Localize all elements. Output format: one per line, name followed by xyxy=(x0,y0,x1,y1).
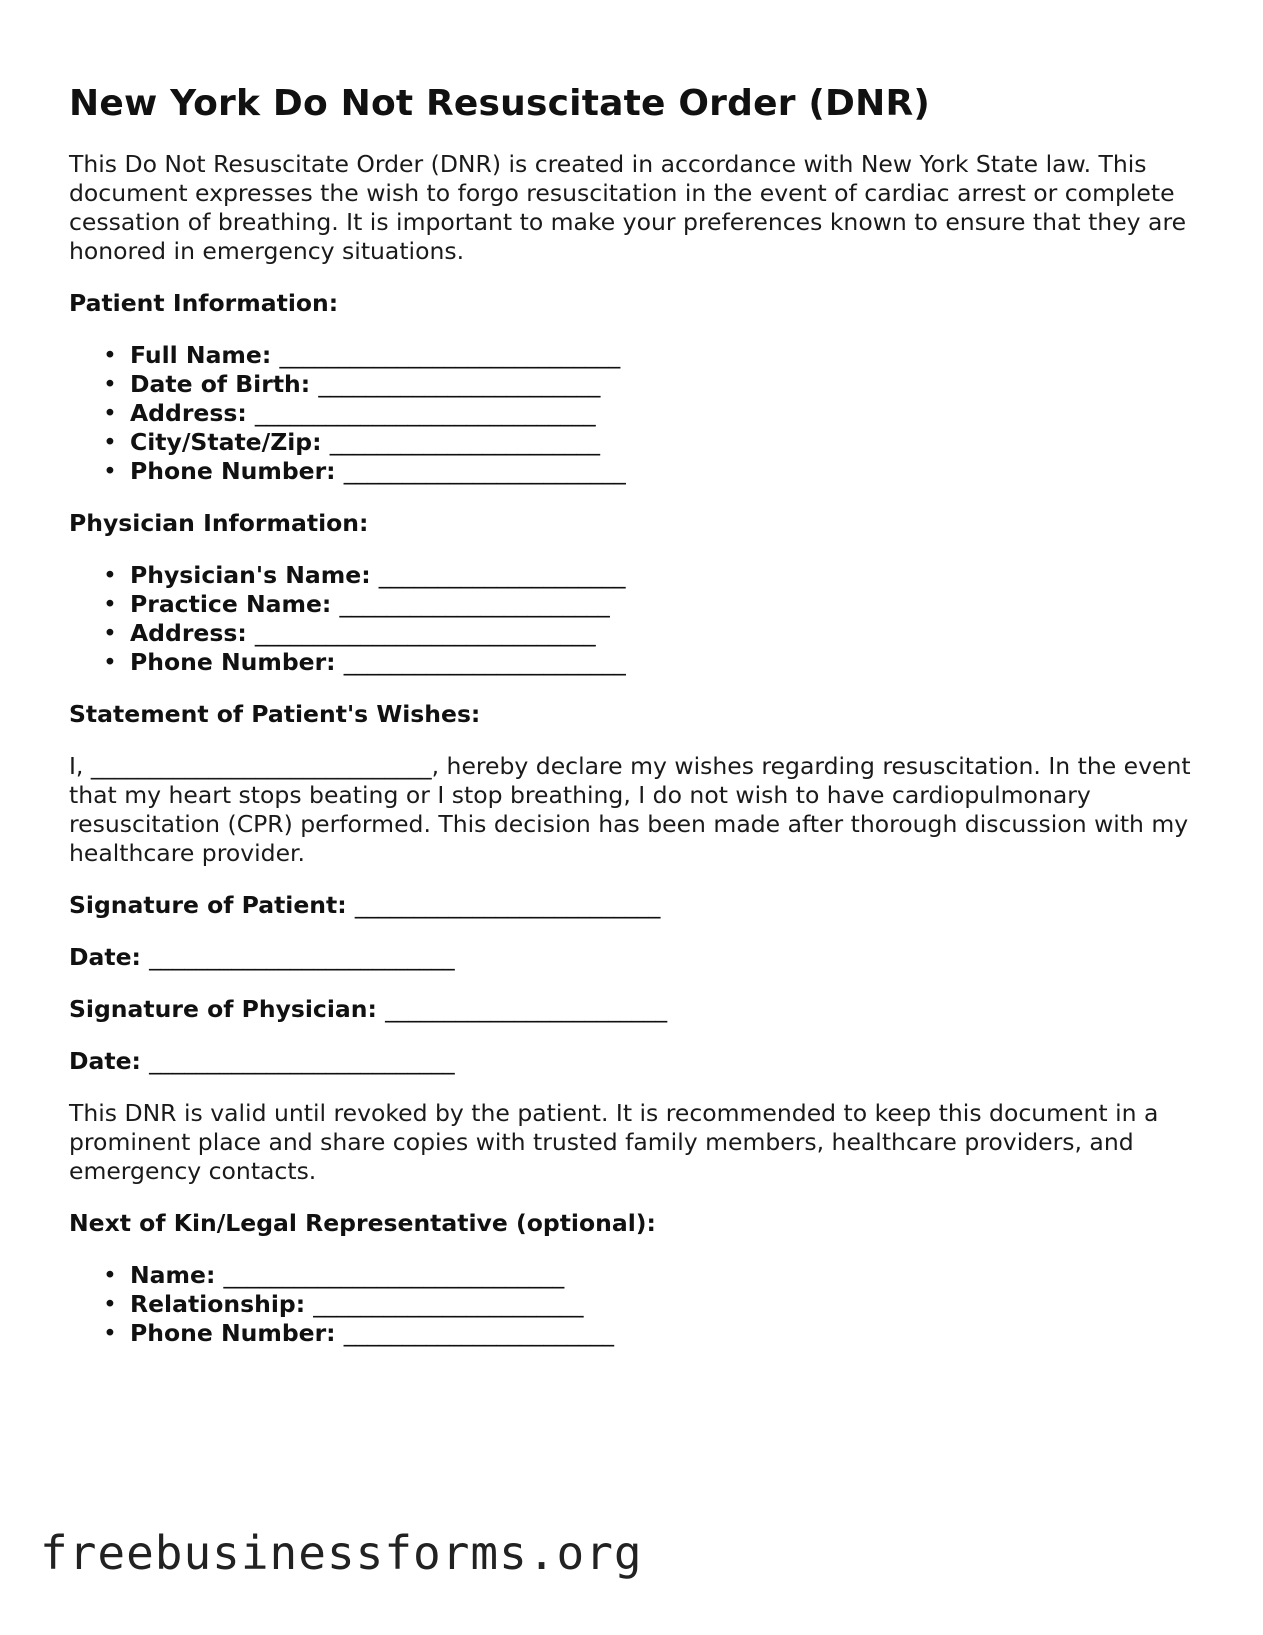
document-page xyxy=(69,82,1199,1348)
field-label: Name: xyxy=(130,1261,216,1289)
field-label: Address: xyxy=(130,399,247,427)
patient-info-list xyxy=(69,341,1199,486)
field-label: Address: xyxy=(130,619,247,647)
kin-list xyxy=(69,1261,1199,1348)
wishes-paragraph: I, _____________________________, hereby declare my wishes regarding resuscitation. In the event that my heart stops beating or I stop breathing, I do not wish to have cardiopulmonary resuscitation (CPR) performed. This decision has been made after thorough discussion with my healthcare provider. xyxy=(69,752,1191,867)
patient-signature-blank[interactable]: __________________________ xyxy=(354,891,661,919)
patient-date-line xyxy=(69,943,1199,972)
list-item xyxy=(103,1261,1199,1290)
patient-info-heading: Patient Information: xyxy=(69,289,339,317)
wishes-heading: Statement of Patient's Wishes: xyxy=(69,700,481,728)
field-label: Date: xyxy=(69,943,141,971)
intro-paragraph: This Do Not Resuscitate Order (DNR) is created in accordance with New York State law. This document expresses the wish to forgo resuscitation in the event of cardiac arrest or complete cessation of breathing. It is important to make your preferences known to ensure that they are honored in emergency situations. xyxy=(69,150,1187,265)
field-label: Signature of Physician: xyxy=(69,995,377,1023)
practice-name-blank[interactable]: _______________________ xyxy=(339,590,610,618)
physician-info-list xyxy=(69,561,1199,677)
list-item xyxy=(103,1290,1199,1319)
city-state-zip-blank[interactable]: _______________________ xyxy=(329,428,600,456)
phone-number-blank[interactable]: ________________________ xyxy=(343,457,626,485)
patient-signature-line xyxy=(69,891,1199,920)
field-label: Phone Number: xyxy=(130,648,336,676)
validity-paragraph: This DNR is valid until revoked by the patient. It is recommended to keep this document in a prominent place and share copies with trusted family members, healthcare providers, and emergency contacts. xyxy=(69,1099,1159,1185)
list-item xyxy=(103,1319,1199,1348)
field-label: Signature of Patient: xyxy=(69,891,347,919)
list-item xyxy=(103,648,1199,677)
list-item xyxy=(103,561,1199,590)
physician-signature-line xyxy=(69,995,1199,1024)
physician-date-line xyxy=(69,1047,1199,1076)
field-label: Relationship: xyxy=(130,1290,306,1318)
physician-address-blank[interactable]: _____________________________ xyxy=(254,619,596,647)
date-of-birth-blank[interactable]: ________________________ xyxy=(318,370,601,398)
kin-name-blank[interactable]: _____________________________ xyxy=(223,1261,565,1289)
physician-name-blank[interactable]: _____________________ xyxy=(378,561,626,589)
kin-phone-blank[interactable]: _______________________ xyxy=(343,1319,615,1347)
physician-date-blank[interactable]: __________________________ xyxy=(149,1047,455,1075)
address-blank[interactable]: _____________________________ xyxy=(254,399,596,427)
field-label: City/State/Zip: xyxy=(130,428,322,456)
list-item xyxy=(103,341,1199,370)
field-label: Date of Birth: xyxy=(130,370,311,398)
physician-signature-blank[interactable]: ________________________ xyxy=(385,995,668,1023)
list-item xyxy=(103,370,1199,399)
physician-phone-blank[interactable]: ________________________ xyxy=(343,648,626,676)
list-item xyxy=(103,457,1199,486)
field-label: Phone Number: xyxy=(130,457,336,485)
physician-info-heading: Physician Information: xyxy=(69,509,369,537)
field-label: Practice Name: xyxy=(130,590,332,618)
list-item xyxy=(103,590,1199,619)
full-name-blank[interactable]: _____________________________ xyxy=(279,341,621,369)
list-item xyxy=(103,399,1199,428)
field-label: Date: xyxy=(69,1047,141,1075)
field-label: Full Name: xyxy=(130,341,272,369)
site-watermark: freebusinessforms.org xyxy=(40,1526,643,1580)
page-title: New York Do Not Resuscitate Order (DNR) xyxy=(69,83,931,124)
list-item xyxy=(103,619,1199,648)
kin-heading: Next of Kin/Legal Representative (optional): xyxy=(69,1209,656,1237)
list-item xyxy=(103,428,1199,457)
patient-date-blank[interactable]: __________________________ xyxy=(149,943,455,971)
field-label: Physician's Name: xyxy=(130,561,371,589)
kin-relationship-blank[interactable]: _______________________ xyxy=(313,1290,584,1318)
field-label: Phone Number: xyxy=(130,1319,336,1347)
